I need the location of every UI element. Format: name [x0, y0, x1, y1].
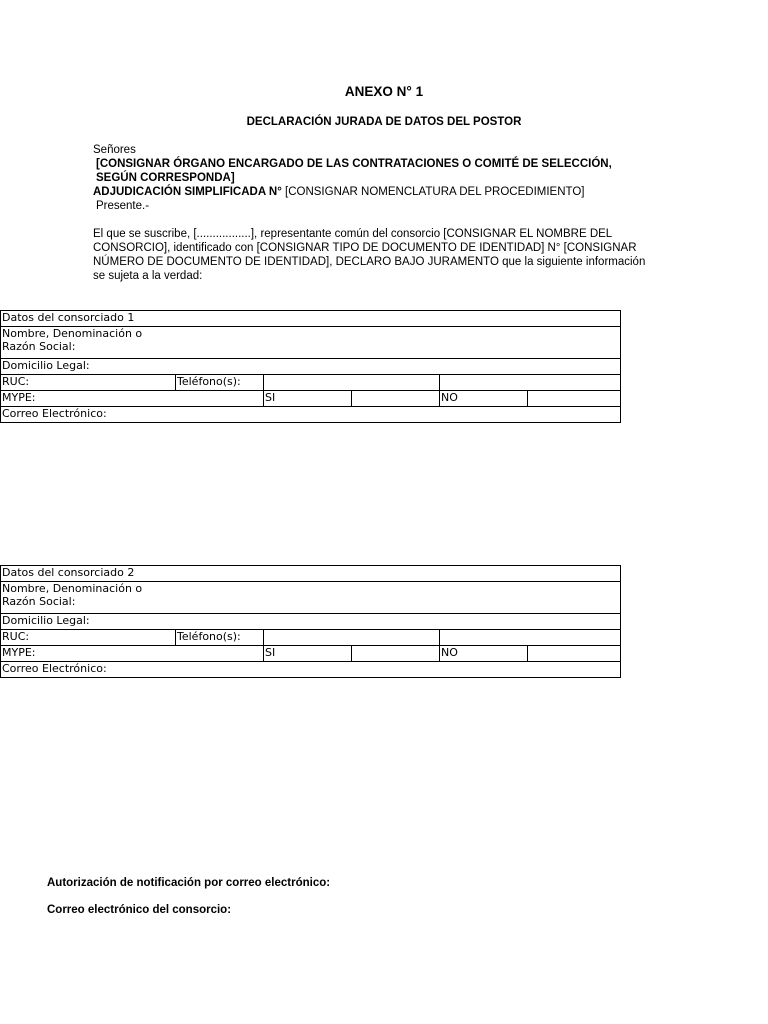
phone-value-cell[interactable]: [264, 630, 440, 646]
phone-label: Teléfono(s):: [176, 630, 264, 646]
consorciado-2-table: [0, 565, 621, 678]
email-label: Correo Electrónico:: [2, 407, 107, 420]
consorciado-heading: Datos del consorciado 1: [1, 311, 621, 327]
mype-label: MYPE:: [1, 391, 264, 407]
address-label: Domicilio Legal:: [2, 359, 90, 372]
table-row: [1, 359, 621, 375]
entity-placeholder: [CONSIGNAR ÓRGANO ENCARGADO DE LAS CONTRATACIONES O COMITÉ DE SELECCIÓN, SEGÚN CORRESPONDA]: [96, 158, 612, 184]
address-label: Domicilio Legal:: [2, 614, 90, 627]
mype-no-label: NO: [440, 646, 528, 662]
table-row: [1, 311, 621, 327]
procedure-label: ADJUDICACIÓN SIMPLIFICADA N°: [93, 186, 282, 198]
mype-yes-label: SI: [264, 391, 352, 407]
email-authorization-label: Autorización de notificación por correo electrónico:: [47, 877, 331, 889]
table-row: [1, 327, 621, 359]
table-row: [1, 646, 621, 662]
table-row: [1, 630, 621, 646]
table-row: [1, 391, 621, 407]
name-label: Nombre, Denominación o Razón Social:: [2, 582, 143, 608]
ruc-field[interactable]: [1, 375, 176, 391]
address-field[interactable]: [1, 614, 621, 630]
mype-no-box[interactable]: [528, 391, 621, 407]
mype-yes-box[interactable]: [352, 646, 440, 662]
greeting: Señores: [93, 144, 136, 156]
declaration-paragraph: El que se suscribe, [.................], representante común del consorcio [CONSIGNAR EL NOMBRE DEL CONSORCIO], identificado con [CONSIGNAR TIPO DE DOCUMENTO DE IDENTIDAD] N° [CONSIGNAR NÚMERO DE DOCUMENTO DE IDENTIDAD], DECLARO BAJO JURAMENTO que la siguiente información se sujeta a la verdad:: [93, 228, 646, 282]
mype-no-box[interactable]: [528, 646, 621, 662]
table-row: [1, 582, 621, 614]
consorciado-heading: Datos del consorciado 2: [1, 566, 621, 582]
addressee-block: [93, 143, 653, 213]
procedure-line: [93, 185, 653, 199]
mype-yes-label: SI: [264, 646, 352, 662]
procedure-value: [CONSIGNAR NOMENCLATURA DEL PROCEDIMIENTO]: [285, 186, 585, 198]
mype-no-label: NO: [440, 391, 528, 407]
table-row: [1, 662, 621, 678]
email-field[interactable]: [1, 662, 621, 678]
address-field[interactable]: [1, 359, 621, 375]
phone-extra-cell[interactable]: [440, 630, 621, 646]
declaration-subtitle: DECLARACIÓN JURADA DE DATOS DEL POSTOR: [246, 116, 522, 128]
email-label: Correo Electrónico:: [2, 662, 107, 675]
consorciado-1-table: [0, 310, 621, 423]
email-field[interactable]: [1, 407, 621, 423]
phone-label: Teléfono(s):: [176, 375, 264, 391]
table-row: [1, 407, 621, 423]
phone-value-cell[interactable]: [264, 375, 440, 391]
name-field[interactable]: [1, 582, 621, 614]
name-label: Nombre, Denominación o Razón Social:: [2, 327, 143, 353]
table-row: [1, 614, 621, 630]
ruc-label: RUC:: [2, 630, 30, 643]
consortium-email-label: Correo electrónico del consorcio:: [47, 904, 232, 916]
ruc-field[interactable]: [1, 630, 176, 646]
table-row: [1, 375, 621, 391]
mype-label: MYPE:: [1, 646, 264, 662]
ruc-label: RUC:: [2, 375, 30, 388]
name-field[interactable]: [1, 327, 621, 359]
presente: Presente.-: [96, 200, 150, 212]
annex-title: ANEXO N° 1: [344, 84, 424, 99]
mype-yes-box[interactable]: [352, 391, 440, 407]
phone-extra-cell[interactable]: [440, 375, 621, 391]
table-row: [1, 566, 621, 582]
